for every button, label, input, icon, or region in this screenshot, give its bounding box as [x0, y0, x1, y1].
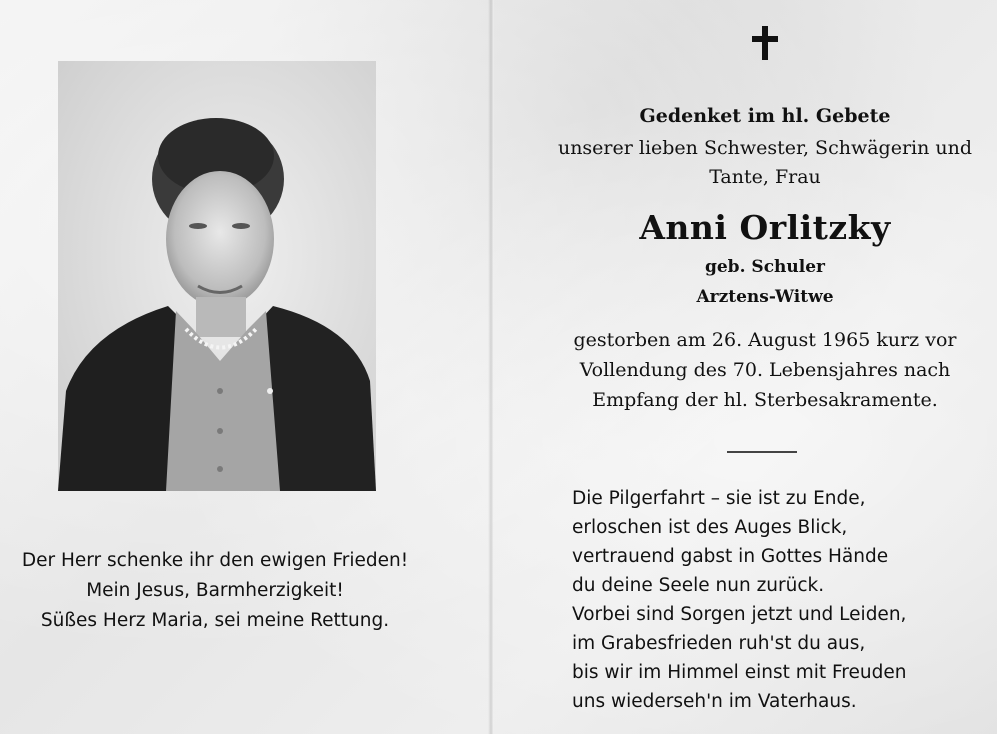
- poem-line: erloschen ist des Auges Blick,: [572, 517, 848, 538]
- death-line-1: gestorben am 26. August 1965 kurz vor: [573, 329, 957, 351]
- poem: [572, 484, 906, 716]
- intro-line-2: Tante, Frau: [709, 166, 821, 188]
- poem-line: im Grabesfrieden ruh'st du aus,: [572, 633, 866, 654]
- death-line-2: Vollendung des 70. Lebensjahres nach: [579, 359, 951, 381]
- poem-line: vertrauend gabst in Gottes Hände: [572, 546, 889, 567]
- prayer-text: [0, 546, 430, 636]
- heading: Gedenket im hl. Gebete: [639, 105, 891, 127]
- prayer-line-1: Der Herr schenke ihr den ewigen Frieden!: [21, 550, 409, 571]
- poem-line: du deine Seele nun zurück.: [572, 575, 825, 596]
- maiden-name: geb. Schuler: [704, 257, 825, 277]
- card-fold: [488, 0, 494, 734]
- death-line-3: Empfang der hl. Sterbesakramente.: [592, 389, 938, 411]
- deceased-title: Arztens-Witwe: [696, 287, 834, 307]
- deceased-name: Anni Orlitzky: [639, 208, 891, 247]
- poem-line: Die Pilgerfahrt – sie ist zu Ende,: [572, 488, 866, 509]
- portrait-photo: [58, 61, 376, 491]
- poem-line: uns wiederseh'n im Vaterhaus.: [572, 691, 857, 712]
- intro-line-1: unserer lieben Schwester, Schwägerin und: [557, 137, 973, 159]
- poem-line: bis wir im Himmel einst mit Freuden: [572, 662, 907, 683]
- prayer-line-3: Süßes Herz Maria, sei meine Rettung.: [40, 610, 390, 631]
- portrait-image: [58, 61, 376, 491]
- poem-line: Vorbei sind Sorgen jetzt und Leiden,: [572, 604, 907, 625]
- divider: [727, 451, 797, 453]
- prayer-line-2: Mein Jesus, Barmherzigkeit!: [86, 580, 344, 601]
